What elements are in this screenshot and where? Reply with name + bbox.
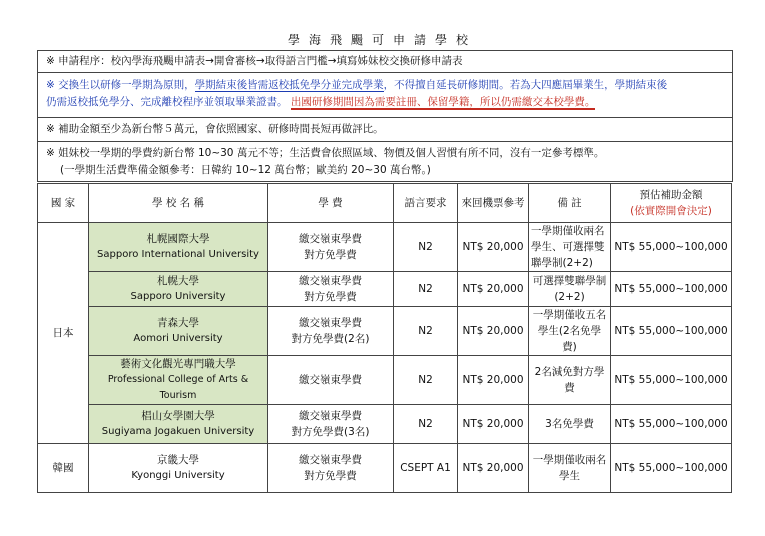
- tuition-line1: 繳交嶺東學費: [299, 275, 362, 287]
- school-name-zh: 椙山女學園大學: [141, 410, 215, 422]
- remark-cell: 一學期僅收兩名學生、可選擇雙聯學制(2+2): [529, 223, 611, 272]
- airfare-cell: NT$ 20,000: [458, 307, 529, 356]
- subsidy-cell: NT$ 55,000~100,000: [611, 223, 732, 272]
- note-costs-line1: ※ 姐妹校一學期的學費約新台幣 10~30 萬元不等；生活費會依照區域、物價及個人習慣有所不同，沒有一定參考標準。: [46, 147, 605, 159]
- airfare-cell: NT$ 20,000: [458, 272, 529, 307]
- header-airfare: 來回機票參考: [458, 184, 529, 223]
- airfare-cell: NT$ 20,000: [458, 223, 529, 272]
- country-korea: 韓國: [38, 444, 89, 493]
- school-cell: [89, 223, 268, 272]
- header-subsidy: [611, 184, 732, 223]
- airfare-cell: NT$ 20,000: [458, 356, 529, 405]
- tuition-line2: 對方免學費(2名): [291, 333, 370, 345]
- subsidy-cell: NT$ 55,000~100,000: [611, 307, 732, 356]
- note-exchange-text-a: ※ 交換生以研修一學期為原則，: [46, 79, 195, 91]
- school-name-zh: 札幌國際大學: [146, 233, 210, 245]
- school-name-zh: 藝術文化觀光專門職大學: [120, 358, 236, 370]
- tuition-line2: 對方免學費: [304, 291, 357, 303]
- subsidy-cell: NT$ 55,000~100,000: [611, 272, 732, 307]
- school-name-zh: 青森大學: [157, 317, 199, 329]
- school-name-zh: 札幌大學: [157, 275, 199, 287]
- language-cell: N2: [394, 272, 458, 307]
- table-row: [38, 272, 732, 307]
- language-cell: N2: [394, 307, 458, 356]
- tuition-cell: [268, 307, 394, 356]
- tuition-line1: 繳交嶺東學費: [299, 374, 362, 386]
- school-cell: [89, 356, 268, 405]
- tuition-line2: 對方免學費(3名): [291, 426, 370, 438]
- school-name-zh: 京畿大學: [157, 454, 199, 466]
- tuition-cell: [268, 272, 394, 307]
- subsidy-cell: NT$ 55,000~100,000: [611, 405, 732, 444]
- schools-table: [37, 183, 732, 493]
- remark-cell: 2名減免對方學費: [529, 356, 611, 405]
- notes-box: [37, 50, 733, 182]
- school-name-en: Aomori University: [133, 333, 223, 344]
- airfare-cell: NT$ 20,000: [458, 444, 529, 493]
- table-row: [38, 223, 732, 272]
- table-row: [38, 307, 732, 356]
- language-cell: N2: [394, 223, 458, 272]
- table-row: [38, 356, 732, 405]
- school-name-en: Sapporo International University: [97, 249, 259, 260]
- note-application-procedure: ※ 申請程序：校內學海飛颺申請表→開會審核→取得語言門檻→填寫姊妹校交換研修申請表: [38, 51, 732, 73]
- header-school: 學 校 名 稱: [89, 184, 268, 223]
- subsidy-cell: NT$ 55,000~100,000: [611, 444, 732, 493]
- tuition-cell: [268, 444, 394, 493]
- header-country: 國 家: [38, 184, 89, 223]
- table-row: [38, 405, 732, 444]
- school-cell: [89, 405, 268, 444]
- note-costs-line2: (一學期生活費準備金額參考：日韓約 10~12 萬台幣；歐美約 20~30 萬台幣。): [60, 164, 431, 176]
- tuition-line1: 繳交嶺東學費: [299, 317, 362, 329]
- note-subsidy: ※ 補助金額至少為新台幣５萬元，會依照國家、研修時間長短再做評比。: [38, 118, 732, 142]
- tuition-line2: 對方免學費: [304, 249, 357, 261]
- language-cell: N2: [394, 405, 458, 444]
- tuition-line1: 繳交嶺東學費: [299, 410, 362, 422]
- note-exchange-text-d: 仍需返校抵免學分、完成離校程序並領取畢業證書。: [46, 96, 288, 108]
- school-cell: [89, 307, 268, 356]
- note-exchange-text-b: 學期結束後皆需返校抵免學分並完成學業: [194, 79, 384, 91]
- note-costs: [38, 142, 732, 182]
- tuition-line2: 對方免學費: [304, 470, 357, 482]
- language-cell: CSEPT A1: [394, 444, 458, 493]
- school-name-en: Kyonggi University: [131, 470, 225, 481]
- school-name-en: Professional College of Arts & Tourism: [107, 374, 249, 401]
- tuition-cell: [268, 405, 394, 444]
- table-row: [38, 444, 732, 493]
- remark-cell: 一學期僅收五名學生(2名免學費): [529, 307, 611, 356]
- remark-cell: 一學期僅收兩名學生: [529, 444, 611, 493]
- tuition-cell: [268, 356, 394, 405]
- note-exchange-text-c: ，不得擅自延長研修期間。若為大四應屆畢業生，學期結束後: [383, 79, 668, 91]
- remark-cell: 可選擇雙聯學制(2+2): [529, 272, 611, 307]
- note-tuition-warning: 出國研修期間因為需要註冊、保留學籍，所以仍需繳交本校學費。: [290, 96, 596, 108]
- language-cell: N2: [394, 356, 458, 405]
- tuition-line1: 繳交嶺東學費: [299, 454, 362, 466]
- header-language: 語言要求: [394, 184, 458, 223]
- header-subsidy-label: 預估補助金額: [639, 189, 703, 201]
- school-name-en: Sapporo University: [130, 291, 226, 302]
- header-remark: 備 註: [529, 184, 611, 223]
- tuition-line1: 繳交嶺東學費: [299, 233, 362, 245]
- subsidy-cell: NT$ 55,000~100,000: [611, 356, 732, 405]
- school-cell: [89, 444, 268, 493]
- page-title: 學海飛颺可申請學校: [287, 33, 477, 47]
- header-subsidy-note: (依實際開會決定): [630, 205, 712, 217]
- note-exchange-rules: [38, 73, 732, 118]
- country-japan: 日本: [38, 223, 89, 444]
- remark-cell: 3名免學費: [529, 405, 611, 444]
- header-tuition: 學 費: [268, 184, 394, 223]
- airfare-cell: NT$ 20,000: [458, 405, 529, 444]
- tuition-cell: [268, 223, 394, 272]
- school-name-en: Sugiyama Jogakuen University: [101, 426, 255, 437]
- school-cell: [89, 272, 268, 307]
